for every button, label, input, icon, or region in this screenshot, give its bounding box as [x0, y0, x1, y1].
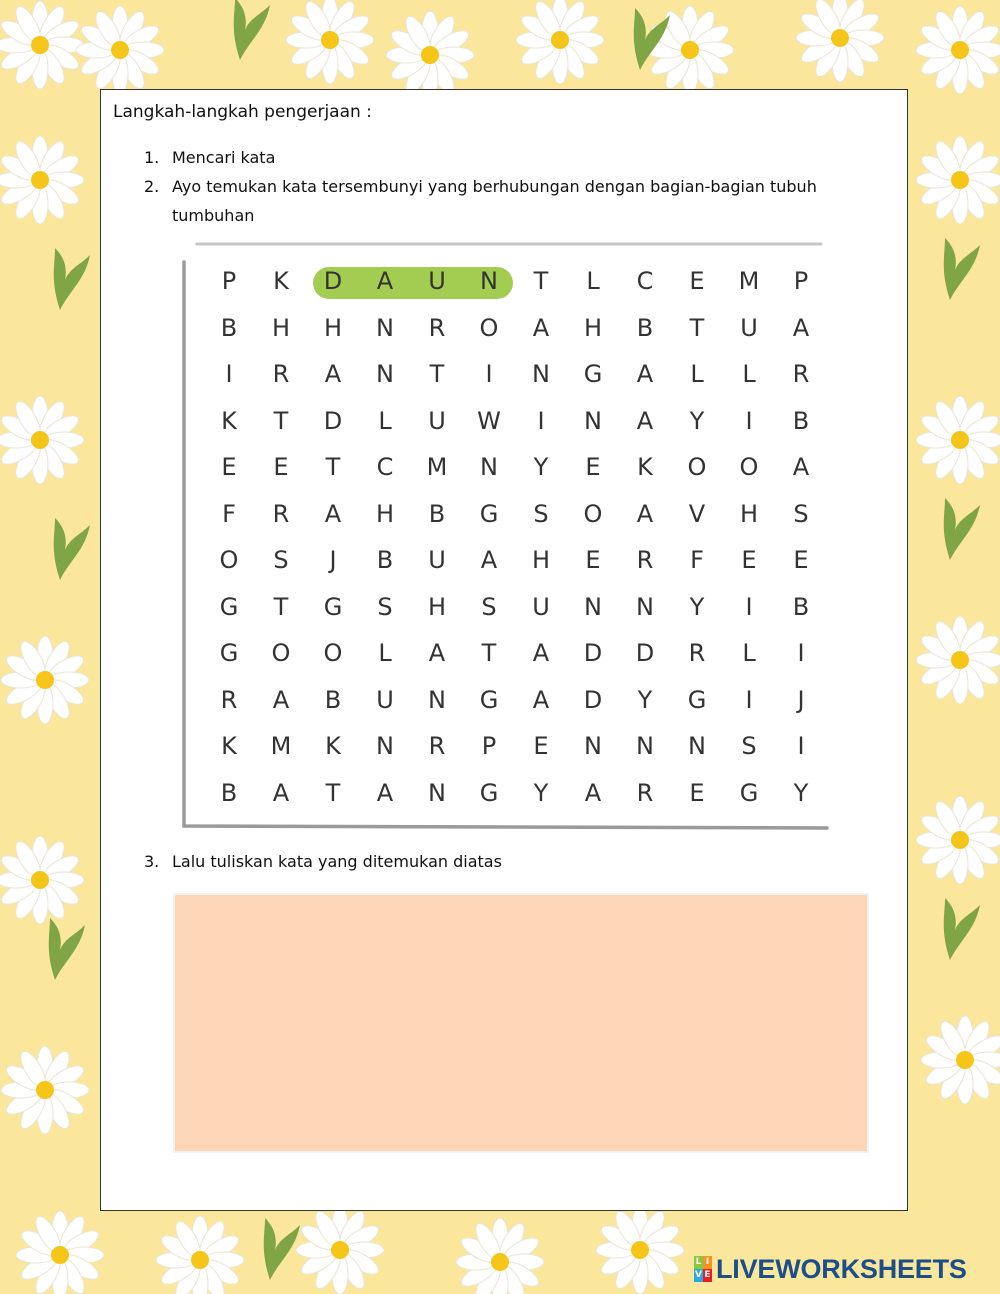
grid-letter[interactable]: I [797, 639, 805, 667]
grid-letter[interactable]: R [792, 360, 810, 388]
grid-letter[interactable]: R [428, 732, 446, 760]
grid-letter[interactable]: B [220, 778, 238, 807]
grid-letter[interactable]: A [636, 499, 654, 528]
grid-letter[interactable]: Y [793, 778, 809, 807]
grid-letter[interactable]: N [376, 313, 394, 342]
instructions-heading: Langkah-langkah pengerjaan : [113, 102, 372, 122]
grid-letter[interactable]: Y [533, 778, 549, 807]
grid-letter[interactable]: N [584, 406, 602, 435]
grid-letter[interactable]: A [480, 546, 498, 574]
step-number: 2. [144, 177, 160, 196]
grid-letter[interactable]: H [271, 313, 291, 342]
grid-letter[interactable]: E [585, 546, 601, 574]
grid-letter[interactable]: B [324, 685, 342, 714]
grid-letter[interactable]: R [428, 313, 446, 342]
grid-letter[interactable]: B [636, 313, 654, 342]
grid-letter[interactable]: R [688, 639, 706, 667]
grid-letter[interactable]: L [690, 360, 704, 388]
grid-letter[interactable]: M [270, 732, 292, 760]
grid-letter[interactable]: G [687, 685, 707, 714]
logo-text: LIVEWORKSHEETS [716, 1253, 967, 1284]
grid-letter[interactable]: H [583, 313, 603, 342]
grid-letter[interactable]: M [426, 453, 448, 481]
grid-letter[interactable]: D [583, 639, 603, 667]
grid-letter[interactable]: L [378, 639, 392, 667]
grid-letter[interactable]: O [479, 313, 499, 342]
grid-letter[interactable]: G [739, 778, 759, 807]
grid-letter[interactable]: K [273, 267, 289, 295]
grid-letter[interactable]: J [797, 685, 805, 714]
grid-letter[interactable]: T [325, 453, 341, 481]
grid-letter[interactable]: A [584, 778, 602, 807]
word-search-puzzle [177, 236, 833, 836]
grid-letter[interactable]: U [428, 546, 446, 574]
grid-letter[interactable]: H [323, 313, 343, 342]
grid-letter[interactable]: A [324, 360, 342, 388]
grid-letter[interactable]: S [273, 546, 289, 574]
grid-letter[interactable]: W [477, 406, 501, 435]
grid-letter[interactable]: L [742, 639, 756, 667]
grid-letter[interactable]: T [429, 360, 445, 388]
grid-letter[interactable]: A [272, 685, 290, 714]
grid-letter[interactable]: G [479, 778, 499, 807]
grid-letter[interactable]: H [739, 499, 759, 528]
step-number: 3. [144, 852, 160, 871]
grid-letter[interactable]: I [745, 685, 753, 714]
grid-letter[interactable]: H [375, 499, 395, 528]
grid-letter[interactable]: D [635, 639, 655, 667]
liveworksheets-logo [694, 1254, 967, 1284]
grid-letter[interactable]: J [329, 546, 337, 574]
grid-letter[interactable]: E [221, 453, 237, 481]
worksheet-page [100, 89, 908, 1211]
answer-input-box[interactable] [173, 893, 869, 1153]
grid-letter[interactable]: E [741, 546, 757, 574]
grid-letter[interactable]: S [481, 592, 497, 621]
grid-letter[interactable]: P [221, 267, 237, 295]
grid-letter[interactable]: E [793, 546, 809, 574]
grid-letter[interactable]: T [273, 592, 289, 621]
grid-letter[interactable]: K [221, 732, 237, 760]
grid-letter[interactable]: H [531, 546, 551, 574]
grid-letter[interactable]: D [323, 267, 343, 295]
top-daisies [0, 0, 1000, 99]
bottom-daisies [16, 1206, 684, 1294]
grid-letter[interactable]: N [636, 732, 654, 760]
grid-letter[interactable]: O [323, 639, 343, 667]
grid-letter[interactable]: T [481, 639, 497, 667]
grid-letter[interactable]: G [583, 360, 603, 388]
grid-letter[interactable]: P [481, 732, 497, 760]
grid-letter[interactable]: T [325, 778, 341, 807]
grid-letter[interactable]: U [428, 267, 446, 295]
grid-letter[interactable]: B [220, 313, 238, 342]
grid-letter[interactable]: L [586, 267, 600, 295]
grid-letter[interactable]: N [584, 732, 602, 760]
grid-letter[interactable]: D [323, 406, 343, 435]
grid-letter[interactable]: R [272, 360, 290, 388]
right-daisies [916, 136, 1000, 1104]
grid-letter[interactable]: O [271, 639, 291, 667]
grid-letter[interactable]: F [690, 546, 704, 574]
grid-letter[interactable]: U [740, 313, 758, 342]
grid-letter[interactable]: N [480, 453, 498, 481]
step-text: Mencari kata [172, 148, 276, 167]
grid-letter[interactable]: K [221, 406, 237, 435]
badge-letter: I [703, 1256, 712, 1269]
letter-grid[interactable] [203, 258, 827, 816]
grid-letter[interactable]: N [636, 592, 654, 621]
grid-letter[interactable]: S [533, 499, 549, 528]
grid-letter[interactable]: N [428, 685, 446, 714]
grid-letter[interactable]: A [428, 639, 446, 667]
grid-letter[interactable]: M [738, 267, 760, 295]
grid-letter[interactable]: G [323, 592, 343, 621]
grid-letter[interactable]: T [689, 313, 705, 342]
grid-letter[interactable]: U [428, 406, 446, 435]
grid-letter[interactable]: R [636, 546, 654, 574]
grid-letter[interactable]: G [479, 685, 499, 714]
grid-letter[interactable]: C [376, 453, 394, 481]
grid-letter[interactable]: U [376, 685, 394, 714]
grid-letter[interactable]: A [376, 778, 394, 807]
grid-letter[interactable]: A [636, 360, 654, 388]
grid-letter[interactable]: S [377, 592, 393, 621]
grid-letter[interactable]: P [793, 267, 809, 295]
grid-letter[interactable]: R [220, 685, 238, 714]
grid-letter[interactable]: L [742, 360, 756, 388]
logo-badge-icon [694, 1256, 712, 1282]
grid-letter[interactable]: K [325, 732, 341, 760]
grid-letter[interactable]: Y [689, 406, 705, 435]
grid-letter[interactable]: H [427, 592, 447, 621]
grid-letter[interactable]: Y [689, 592, 705, 621]
grid-letter[interactable]: G [219, 639, 239, 667]
grid-letter[interactable]: O [583, 499, 603, 528]
grid-letter[interactable]: T [533, 267, 549, 295]
grid-letter[interactable]: E [689, 778, 705, 807]
grid-letter[interactable]: N [688, 732, 706, 760]
grid-letter[interactable]: G [219, 592, 239, 621]
grid-letter[interactable]: I [225, 360, 233, 388]
grid-letter[interactable]: S [741, 732, 757, 760]
grid-letter[interactable]: O [219, 546, 239, 574]
grid-letter[interactable]: B [792, 592, 810, 621]
grid-letter[interactable]: C [636, 267, 654, 295]
grid-letter[interactable]: K [637, 453, 653, 481]
badge-letter: L [695, 1257, 702, 1267]
grid-letter[interactable]: O [687, 453, 707, 481]
grid-letter[interactable]: A [376, 267, 394, 295]
grid-letter[interactable]: R [636, 778, 654, 807]
grid-letter[interactable]: E [533, 732, 549, 760]
step-number: 1. [144, 148, 160, 167]
grid-letter[interactable]: E [689, 267, 705, 295]
grid-letter[interactable]: B [428, 499, 446, 528]
grid-letter[interactable]: I [797, 732, 805, 760]
grid-letter[interactable]: G [479, 499, 499, 528]
step-text: Lalu tuliskan kata yang ditemukan diatas [172, 852, 502, 871]
grid-letter[interactable]: A [636, 406, 654, 435]
badge-letter: E [704, 1270, 711, 1280]
grid-letter[interactable]: Y [637, 685, 653, 714]
grid-letter[interactable]: U [532, 592, 550, 621]
grid-letter[interactable]: N [532, 360, 550, 388]
grid-letter[interactable]: N [376, 360, 394, 388]
grid-letter[interactable]: I [745, 406, 753, 435]
grid-letter[interactable]: I [537, 406, 545, 435]
grid-letter[interactable]: D [583, 685, 603, 714]
grid-letter[interactable]: F [222, 499, 236, 528]
step-text: Ayo temukan kata tersembunyi yang berhubungan dengan bagian-bagian tubuh tumbuhan [172, 177, 817, 225]
grid-letter[interactable]: N [584, 592, 602, 621]
grid-letter[interactable]: B [376, 546, 394, 574]
grid-letter[interactable]: L [378, 406, 392, 435]
left-daisies [0, 136, 90, 1134]
grid-letter[interactable]: R [272, 499, 290, 528]
grid-letter[interactable]: Y [533, 453, 549, 481]
grid-letter[interactable]: I [485, 360, 493, 388]
grid-letter[interactable]: I [745, 592, 753, 621]
grid-letter[interactable]: A [532, 639, 550, 667]
grid-letter[interactable]: A [272, 778, 290, 807]
grid-letter[interactable]: N [428, 778, 446, 807]
grid-letter[interactable]: N [376, 732, 394, 760]
grid-letter[interactable]: T [273, 406, 289, 435]
grid-letter[interactable]: B [792, 406, 810, 435]
grid-letter[interactable]: E [585, 453, 601, 481]
grid-letter[interactable]: A [532, 685, 550, 714]
grid-letter[interactable]: A [324, 499, 342, 528]
grid-letter[interactable]: A [792, 453, 810, 481]
grid-letter[interactable]: E [273, 453, 289, 481]
grid-letter[interactable]: N [480, 267, 498, 295]
badge-letter: V [695, 1270, 702, 1280]
grid-letter[interactable]: S [793, 499, 809, 528]
grid-letter[interactable]: V [688, 499, 706, 528]
grid-letter[interactable]: A [792, 313, 810, 342]
grid-letter[interactable]: A [532, 313, 550, 342]
grid-letter[interactable]: O [739, 453, 759, 481]
